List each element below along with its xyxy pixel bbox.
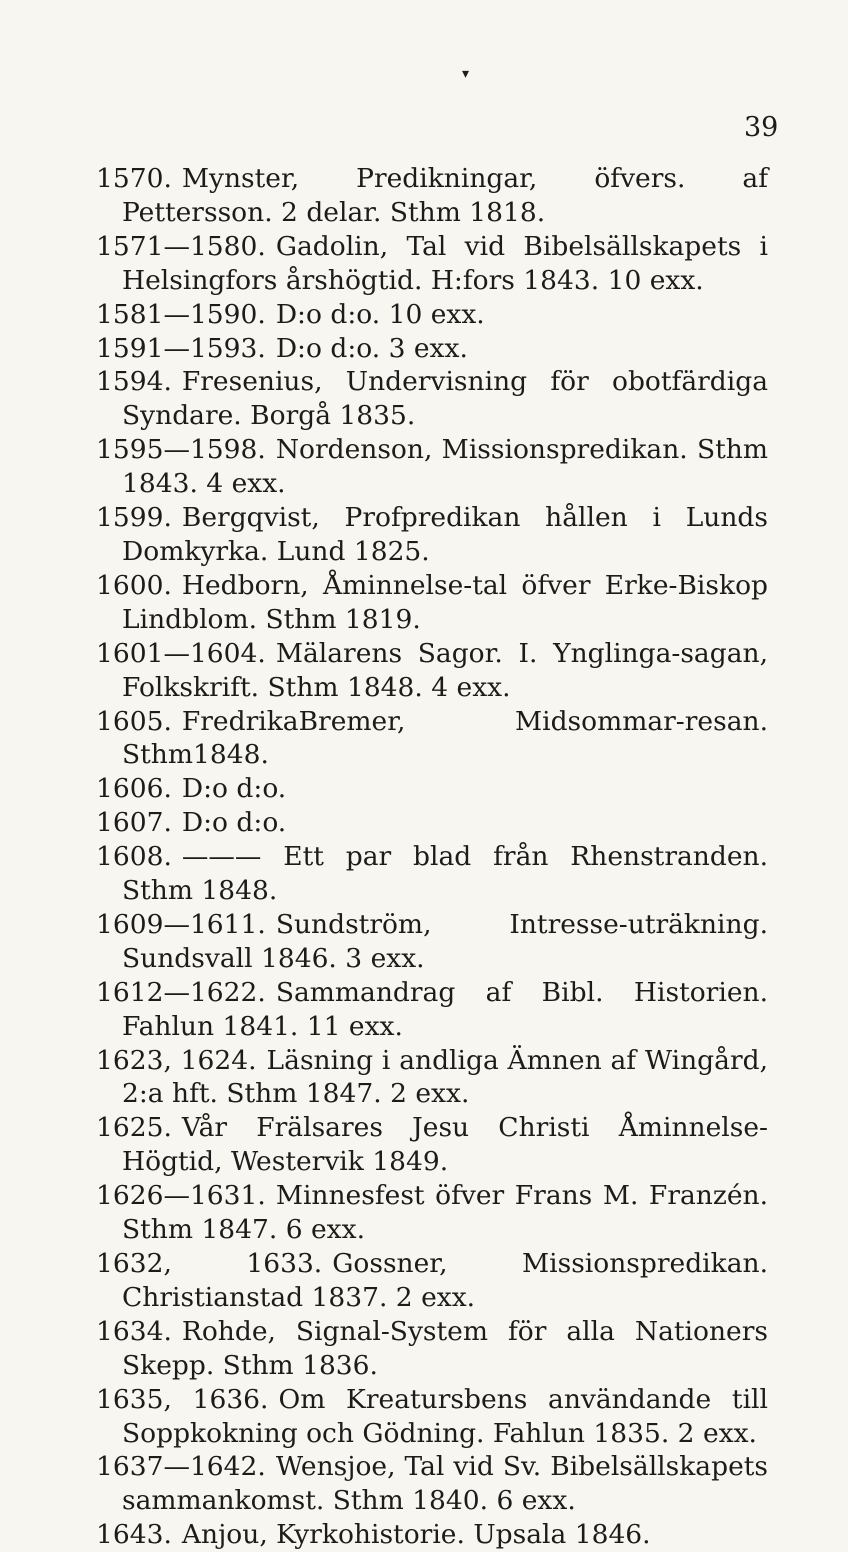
catalog-entry [96,705,768,773]
top-mark: ▾ [462,66,470,82]
catalog-entry [96,806,768,840]
entry-text: Gadolin, Tal vid Bibelsällskapets i Helsingfors årshögtid. H:fors 1843. 10 exx. [122,230,768,296]
catalog-entry [96,162,768,230]
entry-text: Sundström, Intresse-uträkning. Sundsvall 1846. 3 exx. [122,908,768,974]
entry-number: 1595—1598. [96,434,266,466]
catalog-entry [96,772,768,806]
entry-number: 1570. [96,163,172,194]
catalog-entry [96,569,768,637]
entry-number: 1625. [96,1112,172,1144]
catalog-entry [96,433,768,501]
catalog-entry [96,840,768,908]
entry-text: Om Kreatursbens användande till Soppkokning och Gödning. Fahlun 1835. 2 exx. [122,1383,769,1449]
entry-text: D:o d:o. [181,773,287,805]
entry-text: FredrikaBremer, Midsommar-resan. Sthm1848. [122,705,768,771]
entry-number: 1601—1604. [96,637,266,669]
entry-number: 1612—1622. [96,976,266,1008]
catalog-entry [96,1518,768,1552]
entry-text: D:o d:o. 3 exx. [275,332,468,364]
entry-text: Anjou, Kyrkohistorie. Upsala 1846. [181,1519,651,1551]
entry-number: 1634. [96,1315,172,1347]
catalog-entry [96,1044,768,1112]
catalog-entries [96,162,768,1552]
catalog-entry [96,908,768,976]
entry-text: Nordenson, Missionspredikan. Sthm 1843. 4 exx. [122,434,768,500]
entry-number: 1599. [96,502,172,534]
entry-number: 1571—1580. [96,230,266,262]
entry-text: D:o d:o. [181,807,287,839]
entry-text: Läsning i andliga Ämnen af Wingård, 2:a hft. Sthm 1847. 2 exx. [122,1044,769,1110]
catalog-entry [96,1383,768,1451]
entry-text: Hedborn, Åminnelse-tal öfver Erke-Biskop Lindblom. Sthm 1819. [122,569,768,635]
entry-number: 1643. [96,1519,172,1551]
entry-number: 1623, 1624. [96,1044,257,1076]
entry-text: Vår Frälsares Jesu Christi Åminnelse-Högtid, Westervik 1849. [122,1112,768,1178]
catalog-entry [96,1111,768,1179]
entry-number: 1632, 1633. [96,1248,323,1279]
entry-text: D:o d:o. 10 exx. [275,298,485,330]
entry-text: Mälarens Sagor. I. Ynglinga-sagan, Folkskrift. Sthm 1848. 4 exx. [122,637,768,703]
catalog-entry [96,298,768,332]
catalog-entry [96,1179,768,1247]
entry-number: 1608. [96,841,172,873]
entry-number: 1637—1642. [96,1451,266,1483]
entry-number: 1609—1611. [96,908,266,940]
entry-number: 1600. [96,569,172,601]
entry-text: Mynster, Predikningar, öfvers. af Pettersson. 2 delar. Sthm 1818. [122,163,768,228]
entry-text: ——— Ett par blad från Rhenstranden. Sthm 1848. [122,841,768,907]
entry-text: Minnesfest öfver Frans M. Franzén. Sthm 1847. 6 exx. [122,1180,768,1246]
catalog-entry [96,365,768,433]
entry-number: 1606. [96,773,172,805]
entry-text: Wensjoe, Tal vid Sv. Bibelsällskapets sammankomst. Sthm 1840. 6 exx. [122,1451,768,1517]
page-number: 39 [744,112,779,143]
entry-text: Gossner, Missionspredikan. Christianstad 1837. 2 exx. [122,1248,768,1313]
catalog-entry [96,501,768,569]
entry-number: 1607. [96,807,172,839]
entry-text: Bergqvist, Profpredikan hållen i Lunds Domkyrka. Lund 1825. [122,502,768,567]
entry-text: Fresenius, Undervisning för obotfärdiga Syndare. Borgå 1835. [122,366,768,432]
catalog-entry [96,637,768,705]
entry-number: 1635, 1636. [96,1383,269,1415]
entry-text: Rohde, Signal-System för alla Nationers Skepp. Sthm 1836. [122,1315,768,1381]
catalog-entry [96,1315,768,1383]
catalog-entry [96,1450,768,1518]
entry-number: 1581—1590. [96,298,266,330]
catalog-entry [96,230,768,298]
entry-number: 1591—1593. [96,332,266,364]
catalog-entry [96,1247,768,1315]
entry-number: 1626—1631. [96,1180,266,1212]
entry-number: 1605. [96,705,172,737]
catalog-entry [96,976,768,1044]
entry-number: 1594. [96,366,172,398]
entry-text: Sammandrag af Bibl. Historien. Fahlun 1841. 11 exx. [122,976,768,1042]
catalog-entry [96,332,768,366]
